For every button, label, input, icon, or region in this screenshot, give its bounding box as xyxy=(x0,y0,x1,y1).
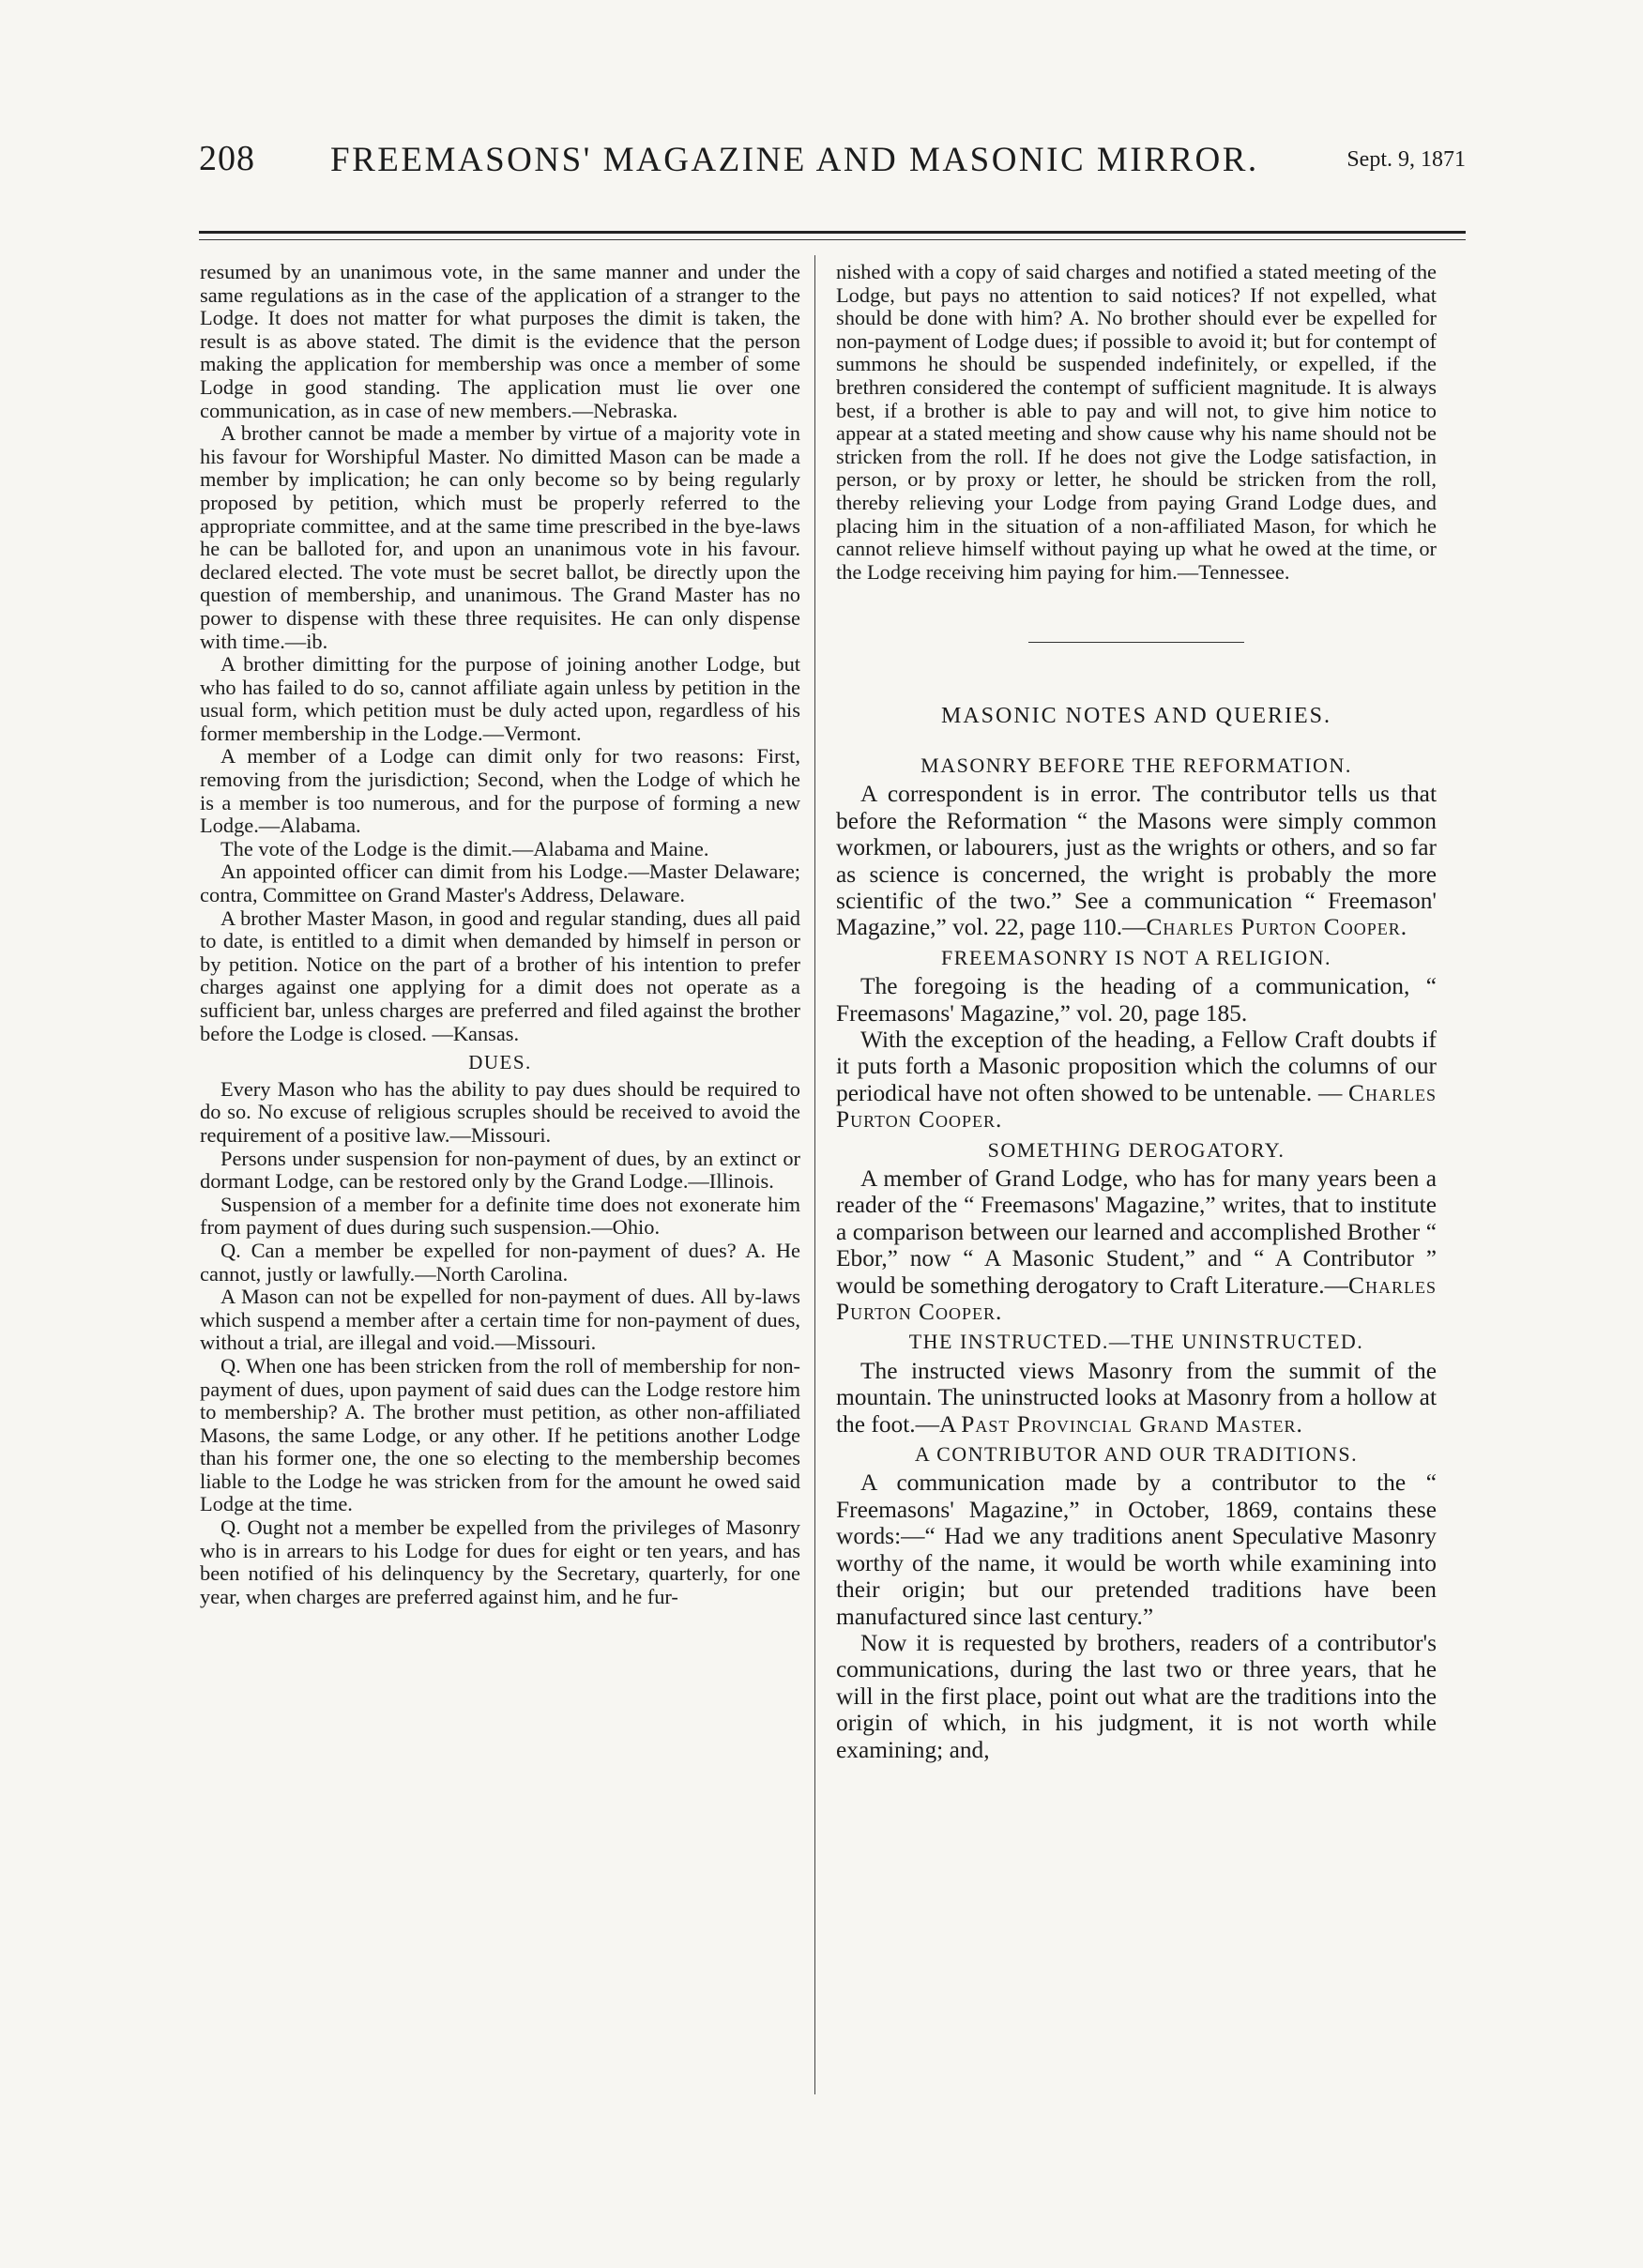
note-heading: A CONTRIBUTOR AND OUR TRADITIONS. xyxy=(914,1442,1359,1467)
note-text xyxy=(836,1165,1437,1325)
note-body: With the exception of the heading, a Fellow Craft doubts if it puts forth a Masonic proposition which the columns of our periodical have not often showed to be untenable. — xyxy=(836,1026,1437,1106)
paragraph: Q. Ought not a member be expelled from the privileges of Masonry who is in arrears to his Lodge for dues for eight or ten years, and has been notified of his delinquency by the Secretary, quarterly, for one year, when charges are preferred against him, and he fur- xyxy=(200,1515,800,1608)
paragraph: Suspension of a member for a definite time does not exonerate him from payment of dues during such suspension.—Ohio. xyxy=(200,1192,800,1240)
note-text xyxy=(836,1027,1437,1134)
note-text: A communication made by a contributor to the “ Freemasons' Magazine,” in October, 1869, contains these words:—“ Had we any traditions anent Speculative Masonry worthy of the name, it would be worth while examining into their origin; but our pretended traditions have been manufactured since last century.” xyxy=(836,1469,1437,1630)
note-text: Now it is requested by brothers, readers of a contributor's communications, during the last two or three years, that he will in the first place, point out what are the traditions into the origin of which, in his judgment, it is not worth while examining; and, xyxy=(836,1629,1437,1763)
header-rule-thin xyxy=(199,239,1466,240)
column-divider xyxy=(814,255,815,2094)
header-rule-thick xyxy=(199,231,1466,234)
note-body: The instructed views Masonry from the summit of the mountain. The uninstructed looks at Masonry from a hollow at the foot.—A xyxy=(836,1357,1437,1438)
paragraph: A brother dimitting for the purpose of joining another Lodge, but who has failed to do so, cannot affiliate again unless by petition in the usual form, which petition must be duly acted upon, regardless of his former membership in the Lodge.—Vermont. xyxy=(200,652,800,745)
section-divider xyxy=(1028,642,1244,643)
note-signature: Charles Purton Cooper. xyxy=(836,1079,1437,1134)
right-column xyxy=(836,261,1437,1763)
paragraph: A brother cannot be made a member by virtue of a majority vote in his favour for Worshipful Master. No dimitted Mason can be made a member by implication; he can only become so by being regularly proposed by petition, which must be properly referred to the appropriate committee, and at the same time prescribed in the bye-laws he can be balloted for, and upon an unanimous vote in his favour. declared elected. The vote must be secret ballot, be directly upon the question of membership, and unanimous. The Grand Master has no power to dispense with these three requisites. He can only dispense with time.—ib. xyxy=(200,421,800,653)
left-column xyxy=(200,261,800,1608)
paragraph: A Mason can not be expelled for non-payment of dues. All by-laws which suspend a member after a certain time for non-payment of dues, without a trial, are illegal and void.—Missouri. xyxy=(200,1285,800,1355)
page-number: 208 xyxy=(199,139,255,178)
paragraph: Every Mason who has the ability to pay dues should be required to do so. No excuse of religious scruples should be received to avoid the requirement of a positive law.—Missouri. xyxy=(200,1076,800,1147)
note-body: A member of Grand Lodge, who has for many years been a reader of the “ Freemasons' Magazine,” writes, that to institute a comparison between our learned and accomplished Brother “ Ebor,” now “ A Masonic Student,” and “ A Contributor ” would be something derogatory to Craft Literature.— xyxy=(836,1165,1437,1299)
note-signature: Charles Purton Cooper. xyxy=(1146,914,1408,941)
section-title: MASONIC NOTES AND QUERIES. xyxy=(940,704,1332,729)
paragraph: The vote of the Lodge is the dimit.—Alabama and Maine. xyxy=(221,836,709,860)
note-body: A correspondent is in error. The contributor tells us that before the Reformation “ the Masons were simply common workmen, or labourers, just as the wrights or others, and so far as science is concerned, the wright is probably the more scientific of the two.” See a communication “ Freemason' Magazine,” vol. 22, page 110.— xyxy=(836,781,1437,941)
note-text: The foregoing is the heading of a communication, “ Freemasons' Magazine,” vol. 20, page 185. xyxy=(836,973,1437,1027)
note-heading: FREEMASONRY IS NOT A RELIGION. xyxy=(941,945,1331,969)
paragraph: A member of a Lodge can dimit only for two reasons: First, removing from the jurisdiction; Second, when the Lodge of which he is a member is too numerous, and for the purpose of forming a new Lodge.—Alabama. xyxy=(200,744,800,838)
paragraph: nished with a copy of said charges and notified a stated meeting of the Lodge, but pays no attention to said notices? If not expelled, what should be done with him? A. No brother should ever be expelled for non-payment of Lodge dues; if possible to avoid it; but for contempt of summons he should be suspended indefinitely, or expelled, if the brethren considered the contempt of sufficient magnitude. It is always best, if a brother is able to pay and will not, to give him notice to appear at a stated meeting and show cause why his name should not be stricken from the roll. If he does not give the Lodge satisfaction, in person, or by proxy or letter, he should be stricken from the roll, thereby relieving your Lodge from paying Grand Lodge dues, and placing him in the situation of a non-affiliated Mason, for which he cannot relieve himself without paying up what he owed at the time, or the Lodge receiving him paying for him.—Tennessee. xyxy=(836,260,1437,584)
notes-and-queries xyxy=(836,753,1437,1763)
paragraph: A brother Master Mason, in good and regular standing, dues all paid to date, is entitled to a dimit when demanded by himself in person or by petition. Notice on the part of a brother of his intention to prefer charges against one applying for a dimit does not operate as a sufficient bar, unless charges are preferred and filed against the brother before the Lodge is closed. —Kansas. xyxy=(200,906,800,1045)
note-signature: Charles Purton Cooper. xyxy=(836,1271,1437,1326)
paragraph: Q. Can a member be expelled for non-payment of dues? A. He cannot, justly or lawfully.—North Carolina. xyxy=(200,1238,800,1286)
note-heading: MASONRY BEFORE THE REFORMATION. xyxy=(920,753,1352,777)
journal-title: FREEMASONS' MAGAZINE AND MASONIC MIRROR. xyxy=(330,141,1259,179)
note-signature: Past Provincial Grand Master. xyxy=(961,1410,1303,1438)
dues-heading: DUES. xyxy=(468,1051,532,1074)
paragraph: Q. When one has been stricken from the roll of membership for non-payment of dues, upon payment of said dues can the Lodge restore him to membership? A. The brother must petition, as other non-affiliated Masons, the same Lodge, or any other. If he petitions another Lodge than his former one, the one so electing to the membership becomes liable to the Lodge he was stricken from for the amount he owed said Lodge at the time. xyxy=(200,1353,800,1516)
paragraph: resumed by an unanimous vote, in the same manner and under the same regulations as in the case of the application of a stranger to the Lodge. It does not matter for what purposes the dimit is taken, the result is as above stated. The dimit is the evidence that the person making the application for membership was once a member of some Lodge in good standing. The application must lie over one communication, as in case of new members.—Nebraska. xyxy=(200,260,800,422)
page-header xyxy=(199,136,1466,192)
note-heading: SOMETHING DEROGATORY. xyxy=(987,1137,1285,1162)
paragraph: Persons under suspension for non-payment of dues, by an extinct or dormant Lodge, can be restored only by the Grand Lodge.—Illinois. xyxy=(200,1146,800,1194)
note-text xyxy=(836,1358,1437,1438)
issue-date: Sept. 9, 1871 xyxy=(1346,147,1466,172)
note-text xyxy=(836,781,1437,940)
paragraph: An appointed officer can dimit from his Lodge.—Master Delaware; contra, Committee on Grand Master's Address, Delaware. xyxy=(200,860,800,907)
note-heading: THE INSTRUCTED.—THE UNINSTRUCTED. xyxy=(908,1330,1364,1354)
